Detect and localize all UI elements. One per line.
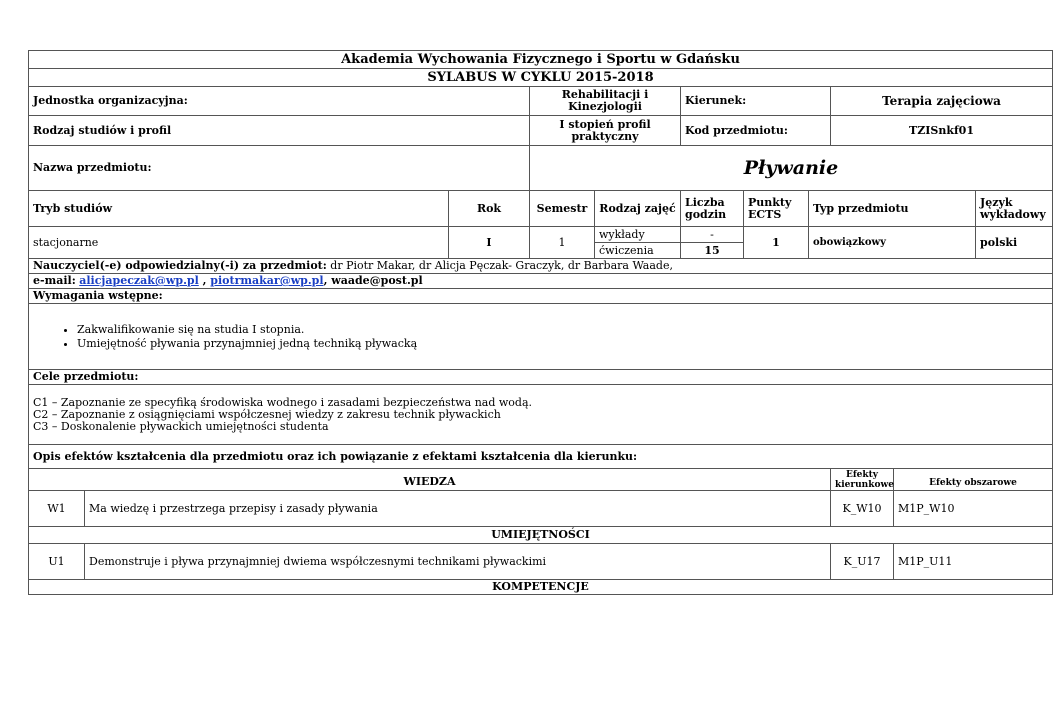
knowledge-code: W1 [29, 491, 85, 527]
col-class-type: Rodzaj zajęć [595, 191, 681, 227]
code-value: TZISnkf01 [831, 116, 1053, 146]
knowledge-text: Ma wiedzę i przestrzega przepisy i zasady pływania [85, 491, 831, 527]
direction-label: Kierunek: [681, 87, 831, 116]
ects-value: 1 [744, 227, 809, 259]
unit-label: Jednostka organizacyjna: [29, 87, 530, 116]
knowledge-header: WIEDZA [29, 469, 831, 491]
goal-item: C1 – Zapoznanie ze specyfiką środowiska wodnego i zasadami bezpieczeństwa nad wodą. [33, 395, 533, 409]
email-separator-1: , [198, 274, 211, 287]
skill-code: U1 [29, 544, 85, 580]
goals-label: Cele przedmiotu: [29, 370, 1053, 385]
direction-value: Terapia zajęciowa [831, 87, 1053, 116]
direction-outcomes-header: Efekty kierunkowe [831, 469, 894, 491]
teachers-label: Nauczyciel(-e) odpowiedzialny(-i) za przedmiot: [33, 259, 327, 272]
col-hours: Liczba godzin [681, 191, 744, 227]
unit-value: Rehabilitacji i Kinezjologii [530, 87, 681, 116]
col-ects: Punkty ECTS [744, 191, 809, 227]
teachers-row [29, 259, 1053, 274]
competences-header: KOMPETENCJE [29, 580, 1053, 595]
email-link-1[interactable]: alicjapeczak@wp.pl [79, 274, 199, 287]
email-link-2[interactable]: piotrmakar@wp.pl [210, 274, 324, 287]
institution-name: Akademia Wychowania Fizycznego i Sportu w Gdańsku [29, 51, 1053, 69]
subject-type-value: obowiązkowy [809, 227, 976, 259]
study-semester: 1 [530, 227, 595, 259]
requirement-item: • Zakwalifikowanie się na studia I stopnia. [77, 323, 1048, 337]
requirements-label: Wymagania wstępne: [29, 289, 1053, 304]
knowledge-direction: K_W10 [831, 491, 894, 527]
class-type-lecture: wykłady [595, 227, 681, 243]
subject-value: Pływanie [530, 146, 1053, 191]
col-language: Język wykładowy [976, 191, 1053, 227]
language-value: polski [976, 227, 1053, 259]
col-year: Rok [449, 191, 530, 227]
goal-item: C2 – Zapoznanie z osiągnięciami współczesnej wiedzy z zakresu technik pływackich [33, 407, 501, 421]
subject-label: Nazwa przedmiotu: [29, 146, 530, 191]
email-label: e-mail: [33, 274, 76, 287]
syllabus-table [28, 50, 1053, 595]
knowledge-area: M1P_W10 [894, 491, 1053, 527]
area-outcomes-header: Efekty obszarowe [894, 469, 1053, 491]
teachers-names: dr Piotr Makar, dr Alicja Pęczak- Graczyk, dr Barbara Waade, [330, 259, 673, 272]
requirements-content [29, 304, 1053, 370]
syllabus-title: SYLABUS W CYKLU 2015-2018 [29, 69, 1053, 87]
study-type-value: I stopień profil praktyczny [530, 116, 681, 146]
syllabus-document [28, 50, 1046, 595]
goals-content [29, 385, 1053, 445]
skill-text: Demonstruje i pływa przynajmniej dwiema współczesnymi technikami pływackimi [85, 544, 831, 580]
skills-header: UMIEJĘTNOŚCI [29, 527, 1053, 544]
study-year: I [449, 227, 530, 259]
study-type-label: Rodzaj studiów i profil [29, 116, 530, 146]
email-separator-2: , [323, 274, 332, 287]
outcomes-label: Opis efektów kształcenia dla przedmiotu oraz ich powiązanie z efektami kształcenia dla kierunku: [29, 445, 1053, 469]
skill-area: M1P_U11 [894, 544, 1053, 580]
goal-item: C3 – Doskonalenie pływackich umiejętności studenta [33, 419, 329, 433]
skill-direction: K_U17 [831, 544, 894, 580]
study-mode: stacjonarne [29, 227, 449, 259]
hours-exercises: 15 [681, 243, 744, 259]
emails-row [29, 274, 1053, 289]
requirements-list [33, 323, 1048, 351]
email-text-3: waade@post.pl [331, 274, 423, 287]
class-type-exercises: ćwiczenia [595, 243, 681, 259]
hours-lecture: - [681, 227, 744, 243]
col-subject-type: Typ przedmiotu [809, 191, 976, 227]
code-label: Kod przedmiotu: [681, 116, 831, 146]
col-semester: Semestr [530, 191, 595, 227]
requirement-item: • Umiejętność pływania przynajmniej jedną techniką pływacką [77, 337, 1048, 351]
col-mode: Tryb studiów [29, 191, 449, 227]
